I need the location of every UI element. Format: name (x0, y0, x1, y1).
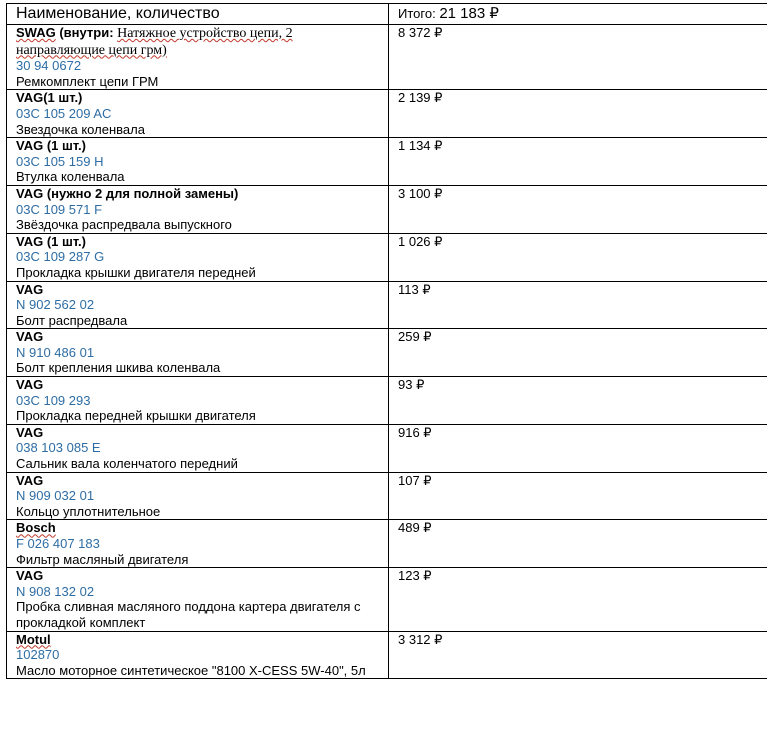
part-brand-line (16, 25, 385, 58)
part-name-cell (7, 25, 389, 90)
part-price: 93 ₽ (389, 377, 767, 425)
part-price: 3 312 ₽ (389, 631, 767, 679)
part-description: Кольцо уплотнительное (16, 503, 161, 519)
part-article-number: 03C 105 159 H (16, 153, 104, 169)
part-price: 916 ₽ (389, 424, 767, 472)
part-article-number: 03C 105 209 AC (16, 105, 112, 121)
part-description: Звёздочка распредвала выпускного (16, 217, 232, 233)
part-brand-line (16, 473, 385, 489)
part-description: Прокладка крышки двигателя передней (16, 264, 256, 280)
part-price: 123 ₽ (389, 568, 767, 631)
part-price: 2 139 ₽ (389, 90, 767, 138)
table-row (7, 329, 767, 377)
part-article-number: 03C 109 293 (16, 392, 91, 408)
part-description: Фильтр масляный двигателя (16, 551, 189, 567)
part-description: Сальник вала коленчатого передний (16, 456, 238, 472)
part-brand-line (16, 90, 385, 106)
parts-rows (7, 25, 767, 679)
part-brand: VAG (16, 185, 44, 201)
parts-table (6, 3, 767, 679)
part-name-cell (7, 138, 389, 186)
total-label: Итого: (398, 6, 436, 21)
part-description: Болт крепления шкива коленвала (16, 360, 221, 376)
part-name-cell (7, 377, 389, 425)
part-brand: VAG (16, 377, 44, 393)
part-price: 113 ₽ (389, 281, 767, 329)
part-description: Масло моторное синтетическое "8100 X-CESS 5W-40", 5л (16, 662, 366, 678)
part-brand-line (16, 329, 385, 345)
part-brand: VAG (16, 90, 44, 106)
part-brand-line (16, 186, 385, 202)
part-brand-line (16, 282, 385, 298)
table-row (7, 424, 767, 472)
part-brand: VAG (16, 472, 44, 488)
part-price: 1 026 ₽ (389, 233, 767, 281)
part-brand-line (16, 234, 385, 250)
part-name-cell (7, 329, 389, 377)
part-article-number: 102870 (16, 647, 60, 663)
part-brand-line (16, 520, 385, 536)
part-brand-line (16, 377, 385, 393)
part-quantity: (нужно 2 для полной замены) (43, 185, 239, 201)
part-brand: VAG (16, 233, 44, 249)
part-description: Ремкомплект цепи ГРМ (16, 73, 159, 89)
part-article-number: F 026 407 183 (16, 536, 100, 551)
part-description: Болт распредвала (16, 312, 128, 328)
part-price: 1 134 ₽ (389, 138, 767, 186)
part-brand-line (16, 138, 385, 154)
part-brand: Bosch (16, 520, 56, 536)
part-quantity: (1 шт.) (43, 233, 87, 249)
part-description: Втулка коленвала (16, 169, 125, 185)
name-column-header: Наименование, количество (7, 4, 389, 25)
part-brand-line (16, 632, 385, 648)
table-row (7, 185, 767, 233)
table-row (7, 568, 767, 631)
part-name-cell (7, 185, 389, 233)
part-article-number: 038 103 085 E (16, 440, 101, 456)
part-brand: VAG (16, 424, 44, 440)
part-price: 489 ₽ (389, 520, 767, 568)
total-value: 21 183 ₽ (439, 5, 499, 22)
part-note: Натяжное устройство цепи, 2 направляющие цепи грм) (16, 26, 293, 58)
part-quantity: (1 шт.) (43, 138, 87, 154)
total-header (389, 4, 767, 25)
part-description: Звездочка коленвала (16, 121, 145, 137)
part-article-number: N 909 032 01 (16, 488, 95, 504)
part-brand: Motul (16, 631, 51, 647)
part-article-number: 03C 109 287 G (16, 249, 105, 265)
part-name-cell (7, 90, 389, 138)
table-row (7, 520, 767, 568)
part-article-number: N 908 132 02 (16, 583, 95, 599)
part-article-number: N 902 562 02 (16, 297, 95, 313)
table-row (7, 233, 767, 281)
part-name-cell (7, 281, 389, 329)
table-row (7, 377, 767, 425)
table-row (7, 25, 767, 90)
table-row (7, 138, 767, 186)
part-brand-line (16, 425, 385, 441)
part-name-cell (7, 520, 389, 568)
part-article-number: N 910 486 01 (16, 344, 95, 360)
part-brand: VAG (16, 281, 44, 297)
table-row (7, 631, 767, 679)
part-quantity: (1 шт.) (43, 90, 83, 106)
part-brand: SWAG (16, 25, 56, 40)
part-brand: VAG (16, 138, 44, 154)
part-name-cell (7, 472, 389, 520)
header-row (7, 4, 767, 25)
part-price: 259 ₽ (389, 329, 767, 377)
part-brand-line (16, 568, 385, 584)
part-article-number: 30 94 0672 (16, 58, 82, 74)
part-brand: VAG (16, 568, 44, 584)
table-row (7, 281, 767, 329)
part-price: 3 100 ₽ (389, 185, 767, 233)
part-name-cell (7, 424, 389, 472)
part-price: 107 ₽ (389, 472, 767, 520)
part-quantity: (внутри: (55, 25, 118, 40)
part-description: Прокладка передней крышки двигателя (16, 408, 256, 424)
part-description: Пробка сливная масляного поддона картера двигателя с прокладкой комплект (16, 599, 361, 630)
part-brand: VAG (16, 329, 44, 345)
part-name-cell (7, 233, 389, 281)
part-name-cell (7, 568, 389, 631)
table-row (7, 472, 767, 520)
part-price: 8 372 ₽ (389, 25, 767, 90)
table-row (7, 90, 767, 138)
part-article-number: 03C 109 571 F (16, 201, 103, 217)
part-name-cell (7, 631, 389, 679)
